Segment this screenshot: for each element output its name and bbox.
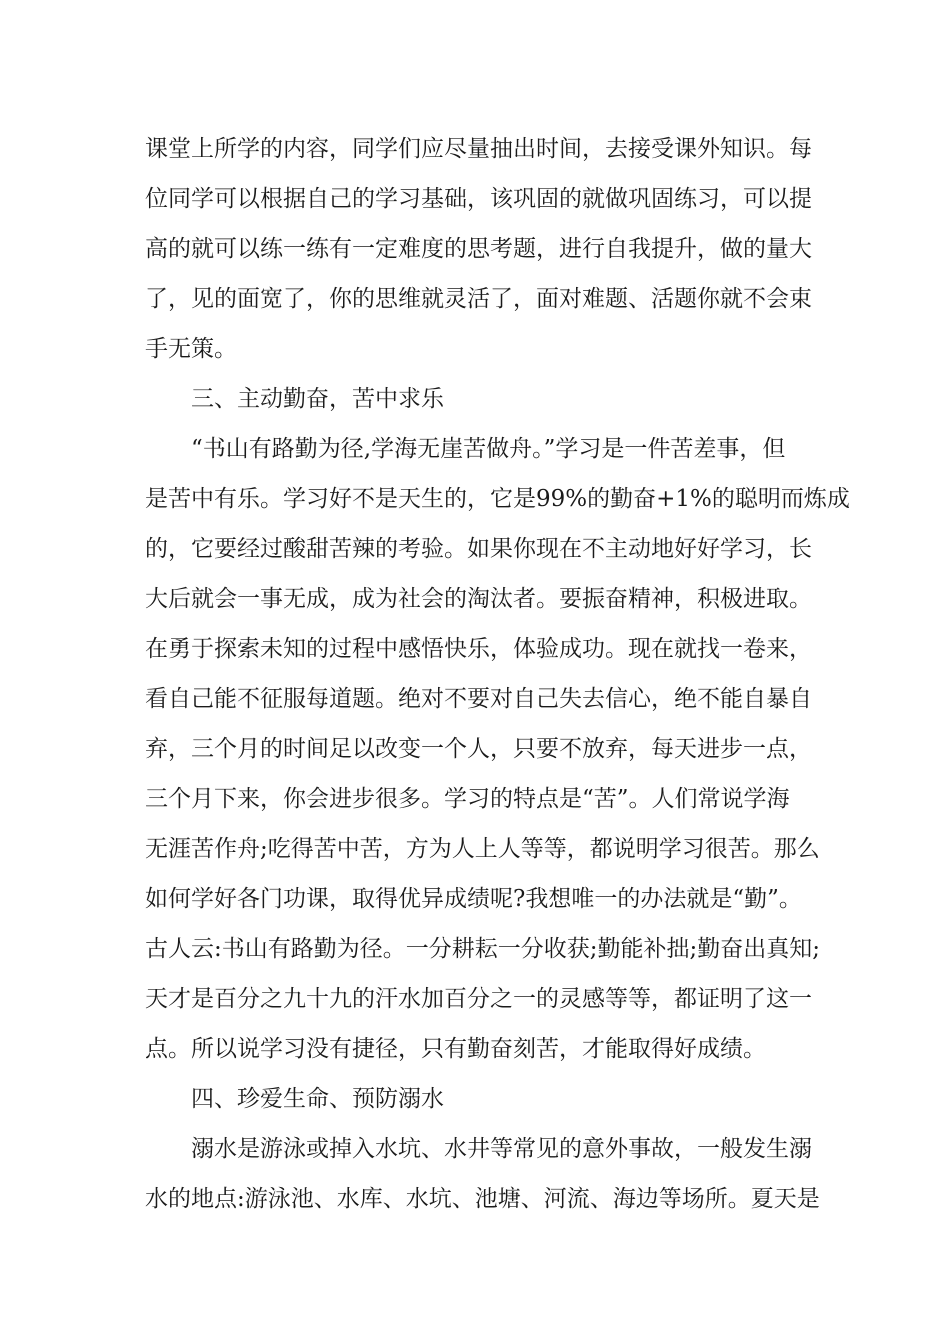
paragraph-line: 在勇于探索未知的过程中感悟快乐，体验成功。现在就找一卷来， <box>145 636 812 662</box>
paragraph-line: 大后就会一事无成，成为社会的淘汰者。要振奋精神，积极进取。 <box>145 586 812 612</box>
paragraph-line: 看自己能不征服每道题。绝对不要对自己失去信心，绝不能自暴自 <box>145 686 812 712</box>
paragraph-line: 溺水是游泳或掉入水坑、水井等常见的意外事故，一般发生溺 <box>191 1136 812 1162</box>
paragraph-line: 位同学可以根据自己的学习基础，该巩固的就做巩固练习，可以提 <box>145 186 812 212</box>
paragraph-line: 弃，三个月的时间足以改变一个人，只要不放弃，每天进步一点， <box>145 736 812 762</box>
paragraph-line: 天才是百分之九十九的汗水加百分之一的灵感等等，都证明了这一 <box>145 986 812 1012</box>
paragraph-line: 古人云:书山有路勤为径。一分耕耘一分收获;勤能补拙;勤奋出真知; <box>145 936 820 962</box>
paragraph-line: 是苦中有乐。学习好不是天生的，它是99%的勤奋+1%的聪明而炼成 <box>145 486 850 512</box>
paragraph-line: 无涯苦作舟;吃得苦中苦，方为人上人等等，都说明学习很苦。那么 <box>145 836 820 862</box>
paragraph-line: 如何学好各门功课，取得优异成绩呢?我想唯一的办法就是“勤”。 <box>145 886 802 912</box>
paragraph-line: “书山有路勤为径,学海无崖苦做舟。”学习是一件苦差事，但 <box>191 436 786 462</box>
paragraph-line: 了，见的面宽了，你的思维就灵活了，面对难题、活题你就不会束 <box>145 286 812 312</box>
paragraph-line: 手无策。 <box>145 336 237 362</box>
section-heading: 三、主动勤奋，苦中求乐 <box>191 386 444 412</box>
paragraph-line: 的，它要经过酸甜苦辣的考验。如果你现在不主动地好好学习，长 <box>145 536 812 562</box>
paragraph-line: 课堂上所学的内容，同学们应尽量抽出时间，去接受课外知识。每 <box>145 136 812 162</box>
section-heading: 四、珍爱生命、预防溺水 <box>191 1086 444 1112</box>
paragraph-line: 三个月下来，你会进步很多。学习的特点是“苦”。人们常说学海 <box>145 786 790 812</box>
paragraph-line: 高的就可以练一练有一定难度的思考题，进行自我提升，做的量大 <box>145 236 812 262</box>
paragraph-line: 水的地点:游泳池、水库、水坑、池塘、河流、海边等场所。夏天是 <box>145 1186 820 1212</box>
paragraph-line: 点。所以说学习没有捷径，只有勤奋刻苦，才能取得好成绩。 <box>145 1036 766 1062</box>
